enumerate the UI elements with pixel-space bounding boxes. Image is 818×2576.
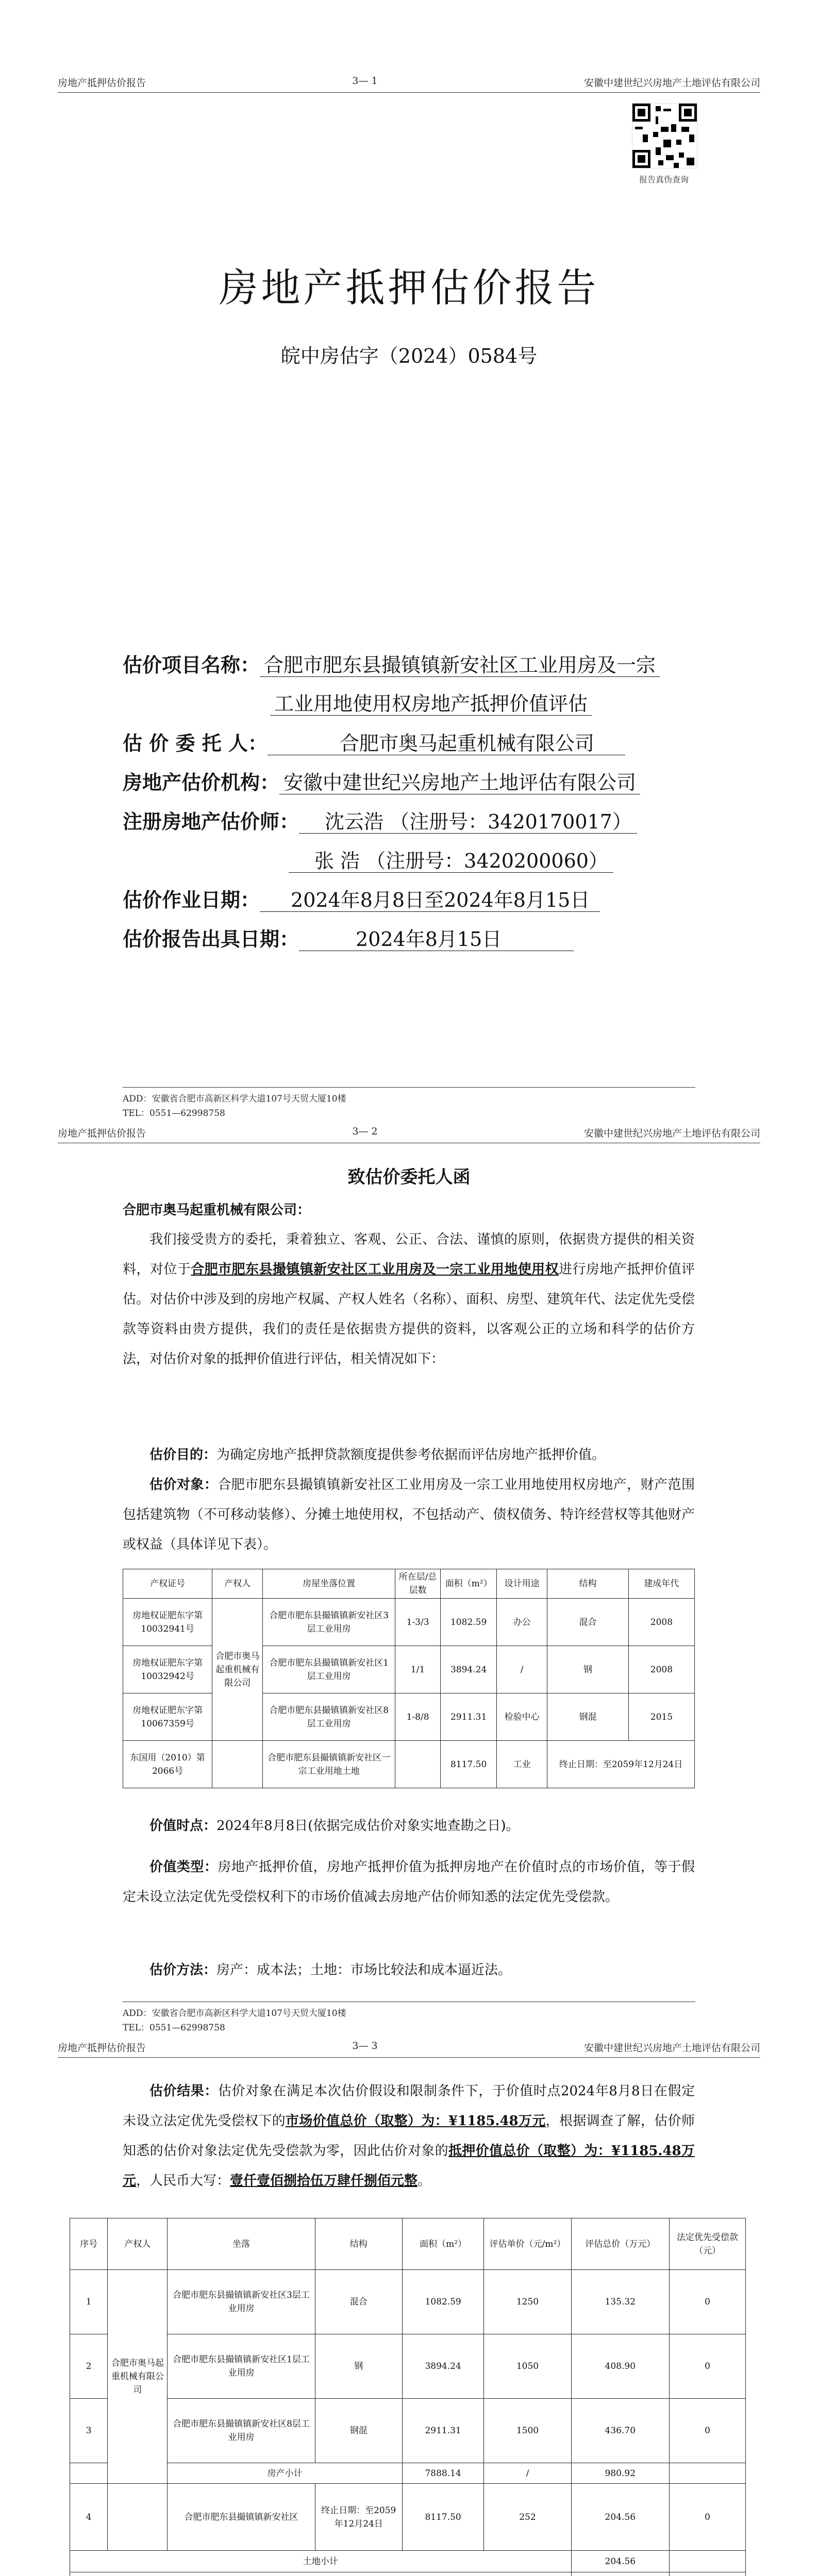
result-text-e: ，人民币大写： xyxy=(136,2173,230,2189)
appraiser-row-2 xyxy=(289,845,613,873)
th-area: 面积（m²） xyxy=(402,2218,484,2270)
cell: 合肥市肥东县撮镇镇新安社区8层工业用房 xyxy=(168,2399,315,2463)
cell: 2 xyxy=(70,2334,108,2399)
th-use: 设计用途 xyxy=(496,1569,547,1599)
cell: 钢 xyxy=(547,1646,629,1693)
report-title: 房地产抵押估价报告 xyxy=(219,265,599,311)
th-total: 评估总价（万元） xyxy=(571,2218,669,2270)
footer-address: ADD：安徽省合肥市高新区科学大道107号天贸大厦10楼 xyxy=(123,2008,346,2019)
cell: 1500 xyxy=(484,2399,571,2463)
cell: 436.70 xyxy=(571,2399,669,2463)
cell: 0 xyxy=(670,2270,746,2334)
cell: / xyxy=(484,2463,571,2484)
work-date-label: 估价作业日期： xyxy=(123,888,260,911)
work-date-value: 2024年8月8日至2024年8月15日 xyxy=(260,889,600,912)
project-name-row-2 xyxy=(270,688,592,716)
header-page-number: 3— 1 xyxy=(352,75,378,87)
cell: 房地权证肥东字第10067359号 xyxy=(123,1693,212,1741)
cell: 0 xyxy=(670,2484,746,2551)
th-year: 建成年代 xyxy=(628,1569,694,1599)
cell: 合肥市肥东县撮镇镇新安社区3层工业用房 xyxy=(168,2270,315,2334)
cell: 钢混 xyxy=(547,1693,629,1741)
cell: 4 xyxy=(70,2484,108,2551)
th-unit-price: 评估单价（元/m²） xyxy=(484,2218,571,2270)
qr-caption: 报告真伪查询 xyxy=(639,175,689,184)
header-right: 安徽中建世纪兴房地产土地评估有限公司 xyxy=(583,1128,760,1139)
th-cert: 产权证号 xyxy=(123,1569,212,1599)
object-label: 估价对象： xyxy=(149,1477,218,1493)
table-row xyxy=(70,2399,746,2463)
footer-address: ADD：安徽省合肥市高新区科学大道107号天贸大厦10楼 xyxy=(123,1094,346,1104)
cell: 2911.31 xyxy=(441,1693,497,1741)
subtotal-house-row xyxy=(70,2463,746,2484)
purpose-text: 为确定房地产抵押贷款额度提供参考依据而评估房地产抵押价值。 xyxy=(216,1447,606,1463)
header-left: 房地产抵押估价报告 xyxy=(58,1128,146,1139)
property-table xyxy=(123,1569,695,1788)
cell: 0 xyxy=(670,2334,746,2399)
th-index: 序号 xyxy=(70,2218,108,2270)
cell xyxy=(571,2572,669,2576)
th-priority: 法定优先受偿款（元） xyxy=(670,2218,746,2270)
cell: 7888.14 xyxy=(402,2463,484,2484)
cell: 3894.24 xyxy=(441,1646,497,1693)
total-row xyxy=(70,2572,746,2576)
cell: 办公 xyxy=(496,1599,547,1646)
footer-tel: TEL：0551—62998758 xyxy=(123,2023,225,2033)
value-type-paragraph xyxy=(123,1852,695,1912)
intro-text-a: 我们接受贵方的委托，秉着独立、客观、公正、合法、谨慎的原则，依据贵方提供的相关资料，对位于 xyxy=(123,1232,695,1277)
cell: 1/1 xyxy=(395,1646,440,1693)
result-text-c: ，根据调查了解，估价师知悉的估价对象法定优先受偿款为零，因此估价对象的 xyxy=(123,2113,695,2159)
cell xyxy=(395,1741,440,1788)
purpose-paragraph xyxy=(123,1440,695,1470)
issue-date-label: 估价报告出具日期： xyxy=(123,927,299,951)
value-in-words: 壹仟壹佰捌拾伍万肆仟捌佰元整 xyxy=(230,2173,418,2189)
cell: 合肥市肥东县撮镇镇新安社区1层工业用房 xyxy=(263,1646,395,1693)
cell: 钢混 xyxy=(315,2399,402,2463)
value-date-text: 2024年8月8日(依据完成估价对象实地查勘之日)。 xyxy=(216,1818,520,1834)
cell: 合肥市肥东县撮镇镇新安社区1层工业用房 xyxy=(168,2334,315,2399)
agency-value: 安徽中建世纪兴房地产土地评估有限公司 xyxy=(279,771,640,794)
cell: 408.90 xyxy=(571,2334,669,2399)
table-row xyxy=(123,1599,695,1646)
letter-title: 致估价委托人函 xyxy=(347,1167,471,1188)
cell xyxy=(212,1741,263,1788)
cell: 1082.59 xyxy=(441,1599,497,1646)
valuation-table xyxy=(70,2218,746,2576)
appraiser-1: 沈云浩 （注册号：3420170017） xyxy=(299,810,637,834)
cell: 2008 xyxy=(628,1599,694,1646)
cell: / xyxy=(496,1646,547,1693)
appraiser-2: 张 浩 （注册号：3420200060） xyxy=(289,850,613,873)
value-type-label: 价值类型： xyxy=(149,1859,218,1875)
cell: 3894.24 xyxy=(402,2334,484,2399)
table-row xyxy=(70,2270,746,2334)
cell: 合肥市肥东县撮镇镇新安社区 xyxy=(168,2484,315,2551)
project-value-line1: 合肥市肥东县撮镇镇新安社区工业用房及一宗 xyxy=(260,654,660,677)
market-value: 市场价值总价（取整）为：¥1185.48万元 xyxy=(285,2113,546,2129)
cell: 8117.50 xyxy=(402,2484,484,2551)
cell: 房地权证肥东字第10032942号 xyxy=(123,1646,212,1693)
th-owner: 产权人 xyxy=(212,1569,263,1599)
th-floor: 所在层/总层数 xyxy=(395,1569,440,1599)
cell: 钢 xyxy=(315,2334,402,2399)
cell xyxy=(670,2551,746,2572)
report-number: 皖中房估字（2024）0584号 xyxy=(280,345,538,367)
result-text-a: 估价对象在满足本次估价假设和限制条件下，于价值时点2024年8月8日在假定未设立法定优先受偿权下的 xyxy=(123,2083,695,2129)
cell xyxy=(670,2572,746,2576)
table-row xyxy=(123,1693,695,1741)
cell: 房地权证肥东字第10032941号 xyxy=(123,1599,212,1646)
cell xyxy=(70,2572,572,2576)
cell: 终止日期：至2059年12月24日 xyxy=(315,2484,402,2551)
cell: 土地小计 xyxy=(70,2551,572,2572)
subtotal-land-row xyxy=(70,2551,746,2572)
client-value: 合肥市奥马起重机械有限公司 xyxy=(268,732,625,755)
cell: 混合 xyxy=(547,1599,629,1646)
cell: 8117.50 xyxy=(441,1741,497,1788)
method-label: 估价方法： xyxy=(149,1962,217,1978)
cell: 3 xyxy=(70,2399,108,2463)
cell: 1-3/3 xyxy=(395,1599,440,1646)
cell: 204.56 xyxy=(571,2484,669,2551)
cell xyxy=(108,2484,168,2551)
project-label: 估价项目名称： xyxy=(123,653,260,676)
work-date-row xyxy=(123,884,600,912)
table-header-row xyxy=(70,2218,746,2270)
cell: 0 xyxy=(670,2399,746,2463)
cell: 252 xyxy=(484,2484,571,2551)
cell: 检验中心 xyxy=(496,1693,547,1741)
cell: 1082.59 xyxy=(402,2270,484,2334)
value-date-paragraph xyxy=(123,1811,695,1841)
page-header xyxy=(58,2040,760,2058)
footer-tel: TEL：0551—62998758 xyxy=(123,1108,225,1118)
cell: 房产小计 xyxy=(168,2463,402,2484)
page-footer xyxy=(123,1087,695,1121)
purpose-label: 估价目的： xyxy=(149,1447,217,1463)
cell: 2015 xyxy=(628,1693,694,1741)
appraiser-label: 注册房地产估价师： xyxy=(123,810,299,833)
th-structure: 结构 xyxy=(547,1569,629,1599)
cover-page xyxy=(0,0,818,1118)
project-value-line2: 工业用地使用权房地产抵押价值评估 xyxy=(270,692,592,716)
cell: 204.56 xyxy=(571,2551,669,2572)
issue-date-value: 2024年8月15日 xyxy=(299,928,574,951)
intro-property: 合肥市肥东县撮镇镇新安社区工业用房及一宗工业用地使用权 xyxy=(191,1262,559,1277)
header-right: 安徽中建世纪兴房地产土地评估有限公司 xyxy=(583,77,760,89)
cell: 合肥市肥东县撮镇镇新安社区一宗工业用地土地 xyxy=(263,1741,395,1788)
cell: 合肥市肥东县撮镇镇新安社区8层工业用房 xyxy=(263,1693,395,1741)
cell: 2008 xyxy=(628,1646,694,1693)
client-row xyxy=(123,727,625,756)
owner-cell: 合肥市奥马起重机械有限公司 xyxy=(108,2270,168,2484)
result-text-g: 。 xyxy=(418,2173,431,2189)
cell xyxy=(670,2463,746,2484)
table-header-row xyxy=(123,1569,695,1599)
addressee: 合肥市奥马起重机械有限公司： xyxy=(123,1202,311,1218)
owner-cell: 合肥市奥马起重机械有限公司 xyxy=(212,1599,263,1741)
letter-page-2 xyxy=(0,2040,818,2576)
table-row xyxy=(70,2334,746,2399)
th-structure: 结构 xyxy=(315,2218,402,2270)
method-paragraph xyxy=(123,1955,695,1985)
table-row-land xyxy=(123,1741,695,1788)
cell: 1250 xyxy=(484,2270,571,2334)
project-name-row xyxy=(123,649,660,677)
appraiser-row-1 xyxy=(123,806,637,834)
cell: 980.92 xyxy=(571,2463,669,2484)
page-header xyxy=(58,1126,760,1143)
issue-date-row xyxy=(123,923,574,952)
cell: 终止日期：至2059年12月24日 xyxy=(547,1741,695,1788)
table-row xyxy=(123,1646,695,1693)
cell: 东国用（2010）第2066号 xyxy=(123,1741,212,1788)
agency-label: 房地产估价机构： xyxy=(123,771,280,794)
page-footer xyxy=(123,2002,695,2035)
cell: 2911.31 xyxy=(402,2399,484,2463)
mortgage-value: 抵押价值总价（取整）为：¥1185.48万元 xyxy=(123,2143,695,2189)
header-left: 房地产抵押估价报告 xyxy=(58,2042,146,2054)
value-type-text: 房地产抵押价值，房地产抵押价值为抵押房地产在价值时点的市场价值，等于假定未设立法定优先受偿权利下的市场价值减去房地产估价师知悉的法定优先受偿款。 xyxy=(123,1859,695,1905)
table-row-land xyxy=(70,2484,746,2551)
cell: 混合 xyxy=(315,2270,402,2334)
cell: 1050 xyxy=(484,2334,571,2399)
value-date-label: 价值时点： xyxy=(149,1818,217,1834)
th-location: 房屋坐落位置 xyxy=(263,1569,395,1599)
page-header xyxy=(58,75,760,93)
agency-row xyxy=(123,767,640,795)
cell: 1-8/8 xyxy=(395,1693,440,1741)
result-label: 估价结果： xyxy=(149,2083,218,2099)
client-label: 估 价 委 托 人： xyxy=(123,732,268,755)
header-right: 安徽中建世纪兴房地产土地评估有限公司 xyxy=(583,2042,760,2054)
object-paragraph xyxy=(123,1470,695,1560)
intro-text-c: 进行房地产抵押价值评估。对估价中涉及到的房地产权属、产权人姓名（名称）、面积、房型、建筑年代、法定优先受偿款等资料由贵方提供，我们的责任是依据贵方提供的资料，以客观公正的立场和科学的估价方法，对估价对象的抵押价值进行评估，相关情况如下： xyxy=(123,1262,695,1367)
cell: 135.32 xyxy=(571,2270,669,2334)
object-text: 合肥市肥东县撮镇镇新安社区工业用房及一宗工业用地使用权房地产，财产范围包括建筑物（不可移动装修）、分摊土地使用权，不包括动产、债权债务、特许经营权等其他财产或权益（具体详见下表）。 xyxy=(123,1477,695,1552)
qr-code-icon[interactable] xyxy=(632,103,697,168)
header-left: 房地产抵押估价报告 xyxy=(58,77,146,89)
cell: 1 xyxy=(70,2270,108,2334)
header-page-number: 3— 3 xyxy=(352,2040,378,2052)
th-owner: 产权人 xyxy=(108,2218,168,2270)
header-page-number: 3— 2 xyxy=(352,1126,378,1137)
cell xyxy=(70,2463,108,2484)
intro-paragraph xyxy=(123,1225,695,1374)
th-area: 面积（m²） xyxy=(441,1569,497,1599)
cell: 工业 xyxy=(496,1741,547,1788)
result-paragraph xyxy=(123,2076,695,2196)
cell: 合肥市肥东县撮镇镇新安社区3层工业用房 xyxy=(263,1599,395,1646)
th-location: 坐落 xyxy=(168,2218,315,2270)
method-text: 房产：成本法；土地：市场比较法和成本逼近法。 xyxy=(216,1962,512,1978)
